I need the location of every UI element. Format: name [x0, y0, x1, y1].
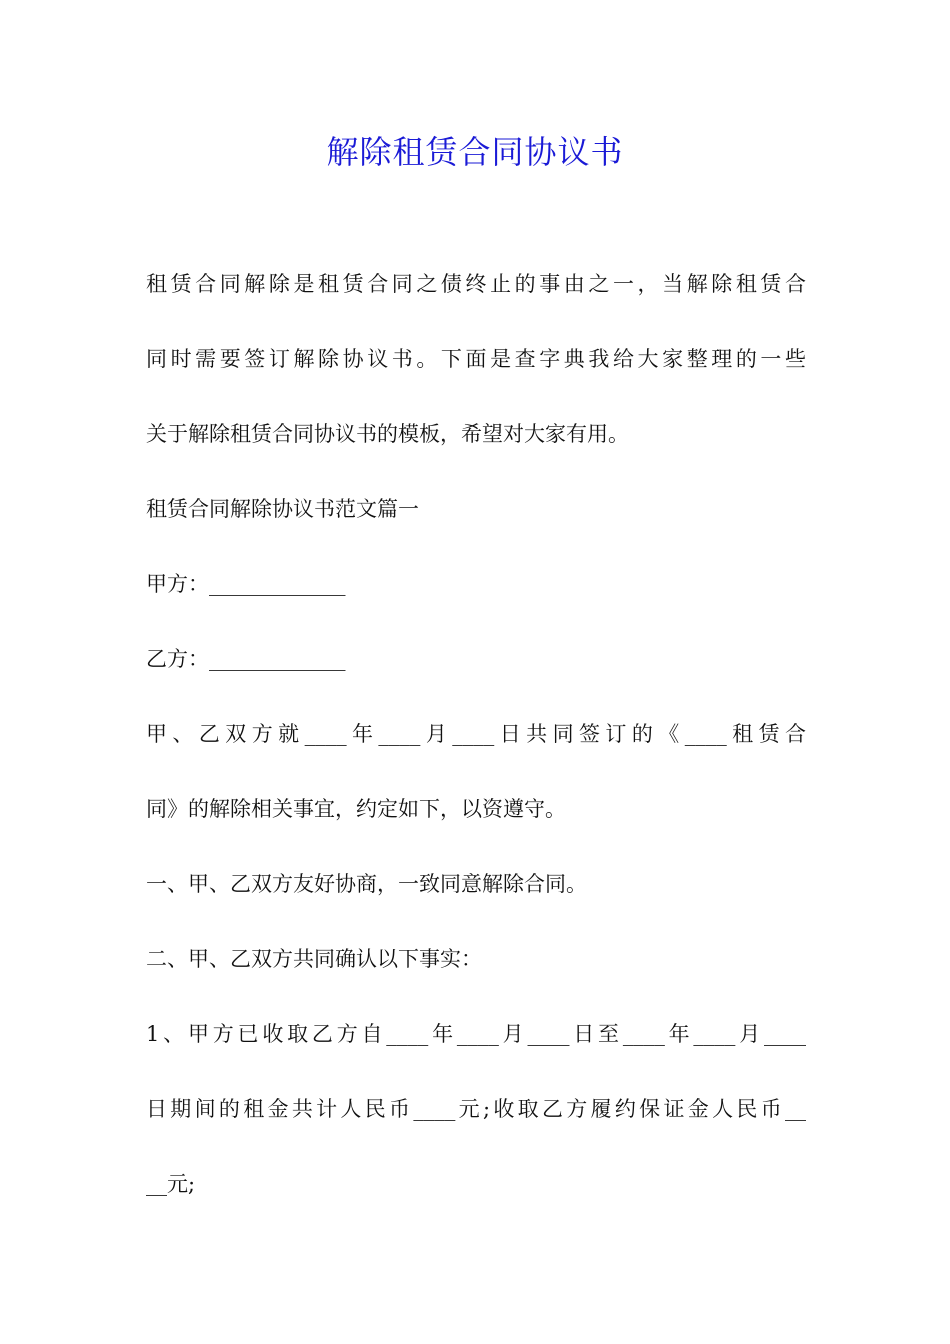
paragraph-line-3: 关于解除租赁合同协议书的模板，希望对大家有用。	[146, 422, 629, 446]
clause-item-1-line-1: 1、甲方已收取乙方自____年____月____日至____年____月____	[146, 1022, 807, 1046]
party-a-line: 甲方：_____________	[146, 572, 346, 596]
clause-one: 一、甲、乙双方友好协商，一致同意解除合同。	[146, 872, 587, 896]
party-b-line: 乙方：_____________	[146, 647, 346, 671]
paragraph-line-1: 租赁合同解除是租赁合同之债终止的事由之一，当解除租赁合	[146, 272, 806, 296]
clause-item-1-line-2: 日期间的租金共计人民币____元;收取乙方履约保证金人民币__	[146, 1097, 806, 1121]
document-title: 解除租赁合同协议书	[326, 133, 624, 171]
paragraph-line-2: 同时需要签订解除协议书。下面是查字典我给大家整理的一些	[146, 347, 806, 371]
agreement-line-1: 甲、乙双方就____年____月____日共同签订的《____租赁合	[146, 722, 806, 746]
clause-two: 二、甲、乙双方共同确认以下事实：	[146, 947, 482, 971]
agreement-line-2: 同》的解除相关事宜，约定如下，以资遵守。	[146, 797, 566, 821]
clause-item-1-line-3: __元;	[146, 1172, 196, 1196]
section-heading: 租赁合同解除协议书范文篇一	[146, 497, 419, 521]
